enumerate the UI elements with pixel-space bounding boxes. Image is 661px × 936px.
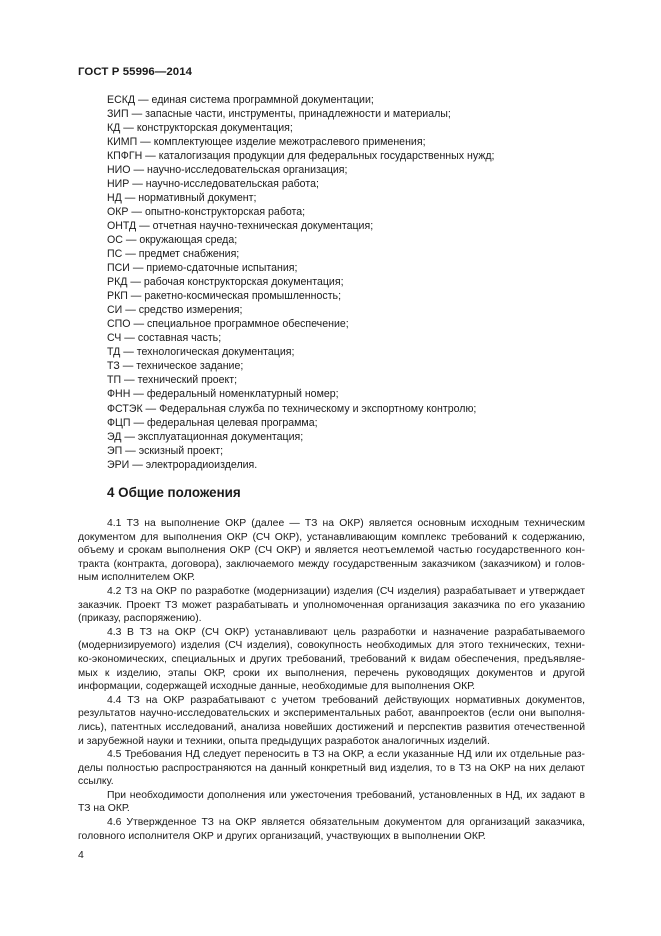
section-body [78,517,585,843]
abbreviation-item: ОНТД — отчетная научно-техническая документация; [107,219,374,232]
paragraph-line: При необходимости дополнения или ужесточения требований, установленных в НД, их задают в [107,789,585,801]
abbreviation-item: ФНН — федеральный номенклатурный номер; [107,388,339,401]
abbreviation-item: ЭД — эксплуатационная документация; [107,430,304,443]
abbreviation-item: КД — конструкторская документация; [107,121,293,134]
paragraph-line: 4.2 ТЗ на ОКР по разработке (модернизации) изделия (СЧ изделия) разрабатывает и утверждает [107,585,585,597]
document-header: ГОСТ Р 55996—2014 [78,66,193,78]
abbreviation-item: ФЦП — федеральная целевая программа; [107,416,318,429]
paragraph-line: ссылку. [78,776,114,788]
paragraph-line: 4.6 Утвержденное ТЗ на ОКР является обязательным документом для организаций заказчика, [107,817,585,829]
paragraph-line: делы полностью распространяются на данный конкретный вид изделия, то в ТЗ на ОКР на них делают [78,762,585,774]
paragraph [78,816,585,843]
paragraph [78,626,585,694]
paragraph-line: тракта (контракта, договора), заключаемого между государственным заказчиком (заказчиком) и голов- [78,558,585,570]
abbreviation-item: ОС — окружающая среда; [107,233,238,246]
abbreviation-item: ЕСКД — единая система программной документации; [107,93,374,106]
abbreviation-item: ЗИП — запасные части, инструменты, принадлежности и материалы; [107,107,451,120]
paragraph-line: документом для выполнения ОКР (СЧ ОКР), устанавливающим комплекс требований к содержанию, [78,531,585,543]
abbreviation-item: ЭРИ — электрорадиоизделия. [107,458,258,471]
abbreviation-item: ОКР — опытно-конструкторская работа; [107,205,306,218]
abbreviation-item: РКП — ракетно-космическая промышленность; [107,290,342,303]
paragraph [78,694,585,748]
paragraph-line: лись), патентных исследований, анализа новейших достижений и перспектив развития отечественной [78,721,585,733]
paragraph-line: и зарубежной науки и техники, опыта предыдущих разработок аналогичных изделий. [78,735,490,747]
abbreviation-item: ФСТЭК — Федеральная служба по техническому и экспортному контролю; [107,402,477,415]
paragraph-line: ТЗ на ОКР. [78,803,130,815]
page-number: 4 [78,850,84,861]
abbreviation-item: КПФГН — каталогизация продукции для федеральных государственных нужд; [107,149,495,162]
abbreviation-item: ТП — технический проект; [107,374,238,387]
paragraph [78,748,585,789]
paragraph [78,517,585,585]
abbreviation-item: СЧ — составная часть; [107,332,222,345]
paragraph-line: 4.4 ТЗ на ОКР разрабатывают с учетом требований действующих нормативных документов, [107,694,585,706]
paragraph-line: (модернизируемого) изделия (СЧ изделия), совокупность необходимых для этого технических, техни- [78,640,585,652]
abbreviation-item: РКД — рабочая конструкторская документация; [107,276,344,289]
paragraph-line: головного исполнителя ОКР и других организаций, участвующих в выполнении ОКР. [78,830,486,842]
paragraph-line: ко-экономических, специальных и других требований, требований к видам обеспечения, предъявляе- [78,653,585,665]
abbreviation-item: КИМП — комплектующее изделие межотраслевого применения; [107,135,426,148]
abbreviation-item: ПС — предмет снабжения; [107,248,240,261]
paragraph-line: 4.1 ТЗ на выполнение ОКР (далее — ТЗ на ОКР) является основным исходным техническим [107,518,585,529]
paragraph-line: информации, содержащей исходные данные, необходимые для выполнения ОКР. [78,681,476,693]
paragraph-line: (приказу, распоряжению). [78,613,202,625]
abbreviation-item: НД — нормативный документ; [107,191,257,204]
paragraph-line: результатов научно-исследовательских и экспериментальных работ, аванпроектов (если они выполня- [78,708,585,720]
paragraph-line: 4.3 В ТЗ на ОКР (СЧ ОКР) устанавливают цель разработки и назначение разрабатываемого [107,626,585,638]
paragraph-line: заказчик. Проект ТЗ может разрабатывать и уполномоченная организация заказчика по его указанию [78,599,585,611]
abbreviation-item: НИО — научно-исследовательская организация; [107,163,348,176]
paragraph-line: объему и срокам выполнения ОКР (СЧ ОКР) и является неотъемлемой частью государственного кон- [78,545,585,557]
paragraph [78,789,585,816]
abbreviation-item: СИ — средство измерения; [107,304,243,317]
abbreviation-item: ТЗ — техническое задание; [107,360,244,373]
paragraph-line: 4.5 Требования НД следует переносить в ТЗ на ОКР, а если указанные НД или их отдельные раз- [107,749,585,761]
abbreviation-list [107,93,494,472]
abbreviation-item: НИР — научно-исследовательская работа; [107,177,319,190]
abbreviation-item: ТД — технологическая документация; [107,346,295,359]
abbreviation-item: ЭП — эскизный проект; [107,444,224,457]
section-title: 4 Общие положения [107,485,241,500]
paragraph [78,585,585,626]
paragraph-line: ным исполнителем ОКР. [78,572,195,584]
abbreviation-item: ПСИ — приемо-сдаточные испытания; [107,262,298,275]
paragraph-line: мых к изделию, этапы ОКР, сроки их выполнения, перечень руководящих документов и другой [78,667,585,679]
abbreviation-item: СПО — специальное программное обеспечение; [107,318,349,331]
